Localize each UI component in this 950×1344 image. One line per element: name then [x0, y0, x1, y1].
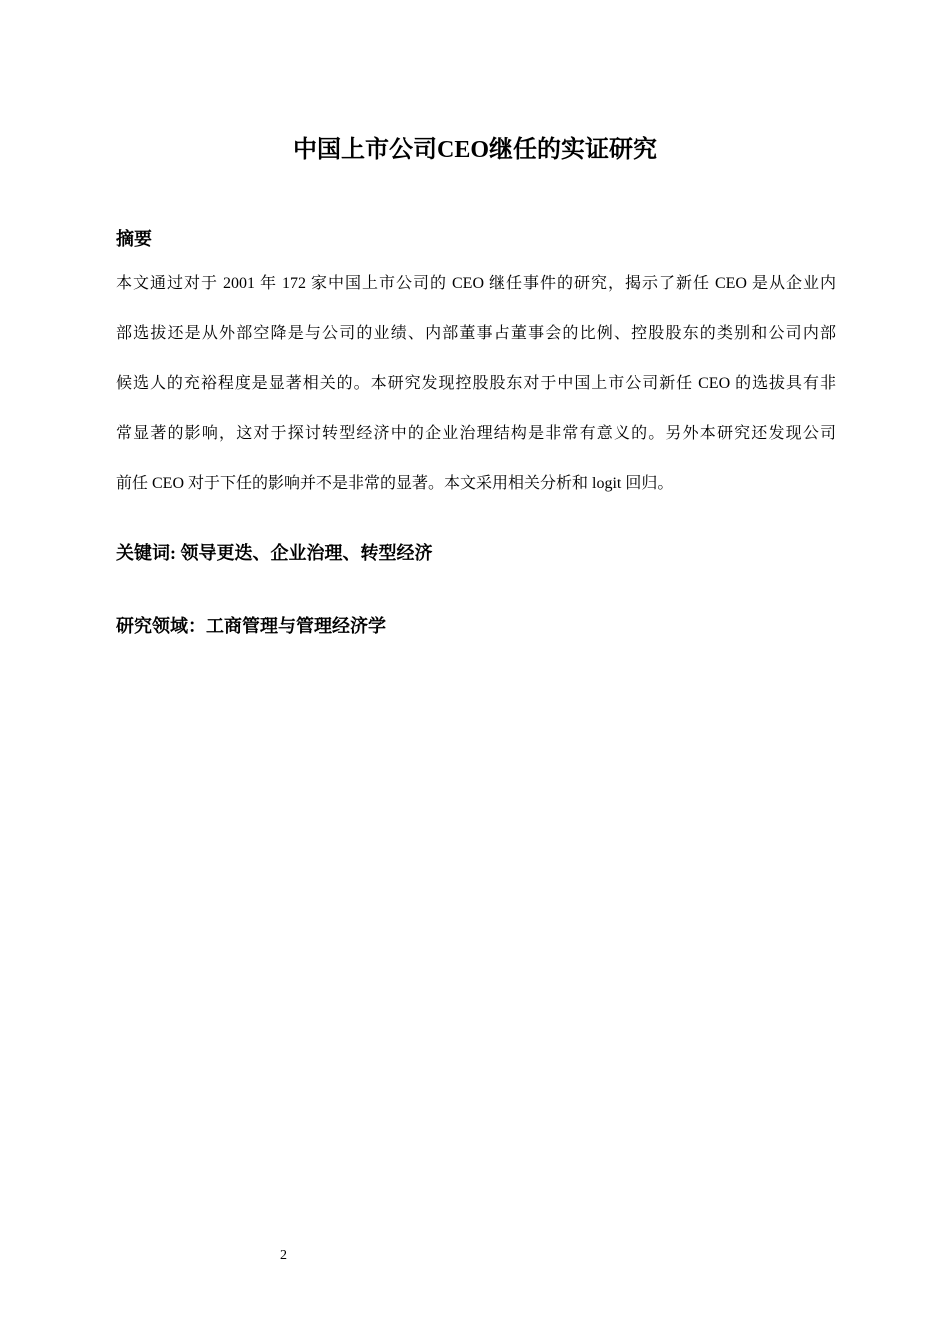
abstract-line: 本文通过对于 2001 年 172 家中国上市公司的 CEO 继任事件的研究，揭示了新任 CEO 是从企业内	[116, 275, 836, 292]
paper-title: 中国上市公司CEO继任的实证研究	[292, 137, 657, 163]
abstract-heading: 摘要	[116, 229, 152, 249]
abstract-line: 部选拔还是从外部空降是与公司的业绩、内部董事占董事会的比例、控股股东的类别和公司内部	[116, 325, 836, 342]
abstract-line: 常显著的影响，这对于探讨转型经济中的企业治理结构是非常有意义的。另外本研究还发现公司	[116, 425, 836, 442]
research-field: 研究领域：工商管理与管理经济学	[116, 616, 386, 636]
abstract-line: 前任 CEO 对于下任的影响并不是非常的显著。本文采用相关分析和 logit 回归。	[116, 475, 674, 492]
page-number: 2	[280, 1248, 287, 1263]
abstract-body	[116, 270, 836, 520]
abstract-line: 候选人的充裕程度是显著相关的。本研究发现控股股东对于中国上市公司新任 CEO 的选拔具有非	[116, 375, 836, 392]
keywords: 关键词: 领导更迭、企业治理、转型经济	[116, 543, 433, 563]
